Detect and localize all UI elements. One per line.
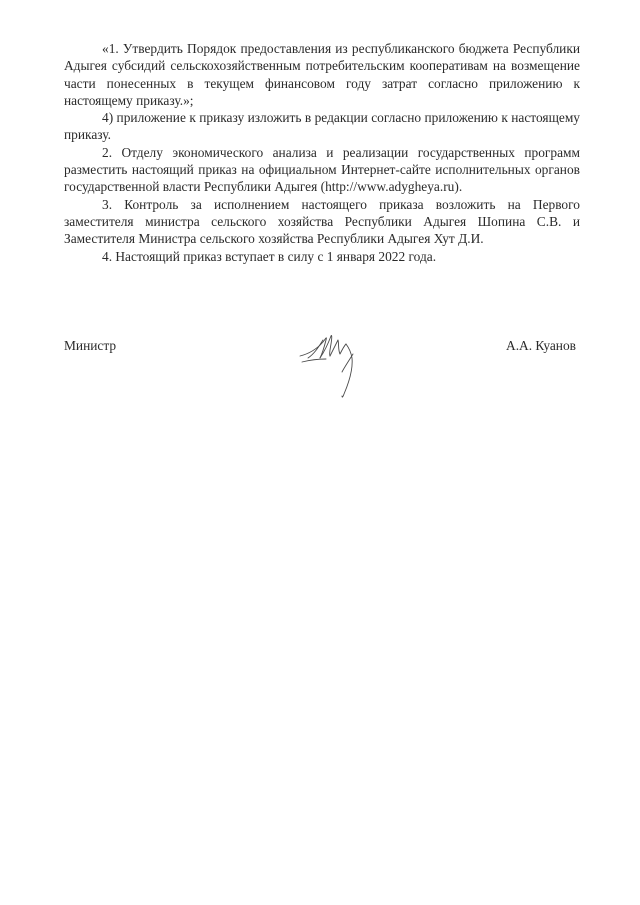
paragraph-appendix: 4) приложение к приказу изложить в редакции согласно приложению к настоящему приказу. (64, 110, 580, 143)
paragraph-order-approval: «1. Утвердить Порядок предоставления из республиканского бюджета Республики Адыгея субсидий сельскохозяйственным потребительским кооперативам на возмещение части понесенных в текущем финансовом году затрат согласно приложению к настоящему приказу.»; (64, 41, 580, 108)
document-body (64, 40, 580, 265)
paragraph-publication: 2. Отделу экономического анализа и реализации государственных программ разместить настоящий приказ на официальном Интернет-сайте исполнительных органов государственной власти Республики Адыгея (http://www.adygheya.ru). (64, 144, 580, 195)
paragraph-effective-date: 4. Настоящий приказ вступает в силу с 1 января 2022 года. (102, 248, 437, 264)
signature-block (64, 338, 576, 418)
paragraph-control: 3. Контроль за исполнением настоящего приказа возложить на Первого заместителя министра сельского хозяйства Республики Адыгея Шопина С.В. и Заместителя Министра сельского хозяйства Республики Адыгея Хут Д.И. (64, 196, 580, 247)
signatory-title: Министр (64, 338, 117, 353)
handwritten-signature (296, 328, 378, 408)
signatory-name: А.А. Куанов (506, 338, 576, 353)
